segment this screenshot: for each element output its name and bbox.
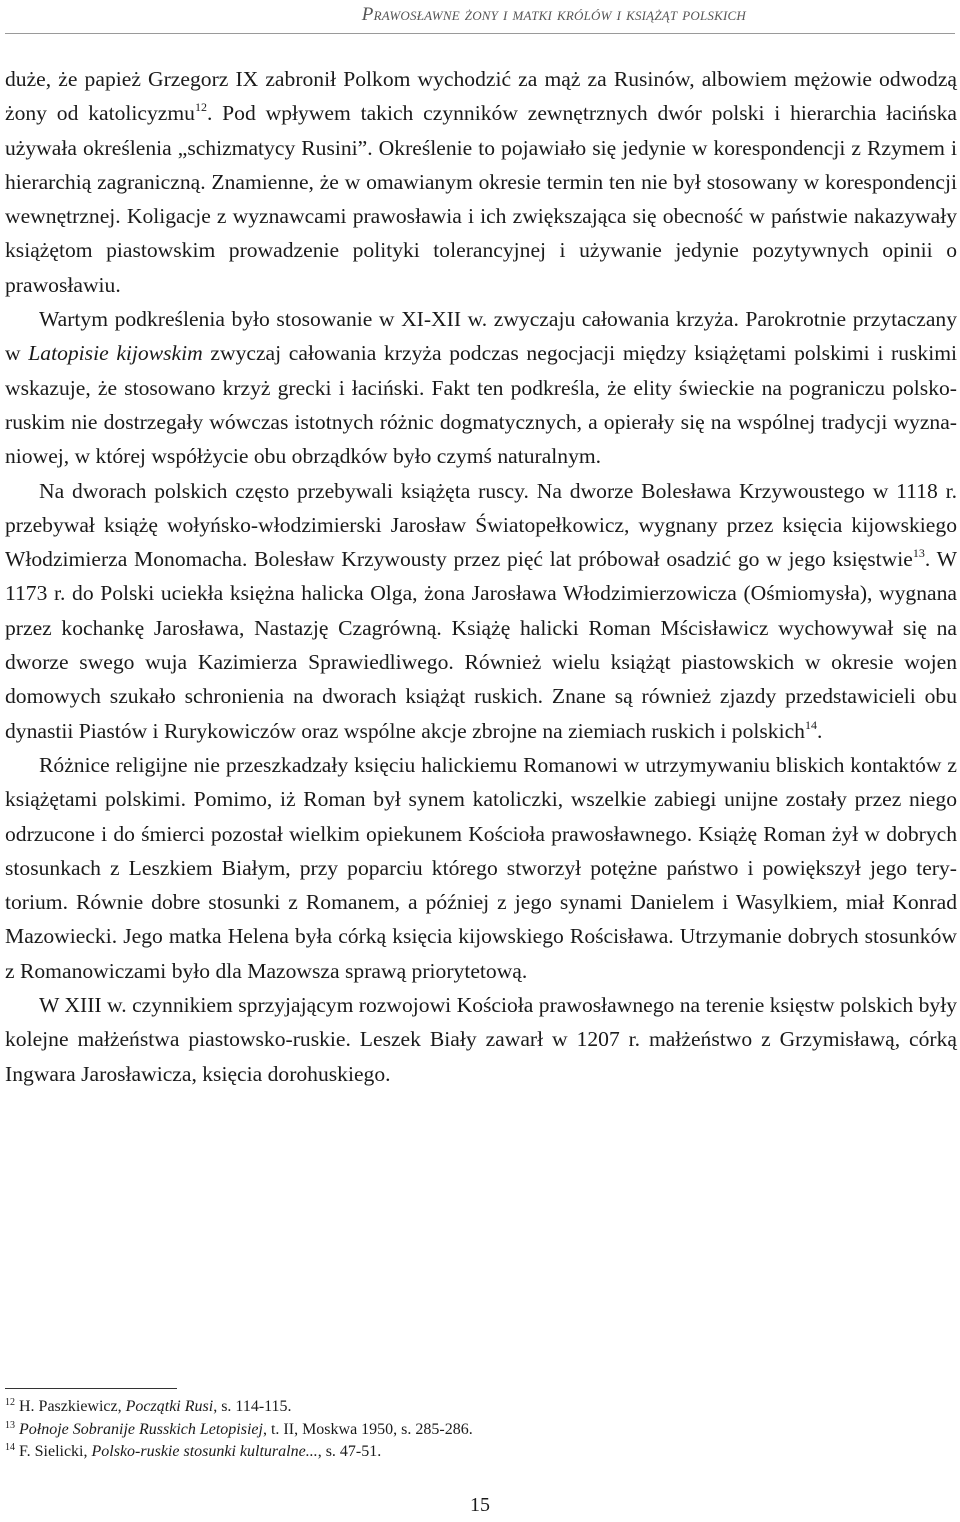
paragraph-p1	[5, 62, 957, 302]
text-run: , s. 114-115.	[213, 1398, 292, 1415]
text-run: Wartym podkreślenia było stosowanie w XI-XII w. zwyczaju całowania krzyża. Parokrotnie przytaczany w	[5, 307, 957, 366]
text-run: .	[816, 718, 823, 743]
text-run: H. Paszkiewicz,	[19, 1398, 126, 1415]
footnote-14	[5, 1441, 945, 1464]
footnote-ref: 13	[912, 546, 925, 561]
italic-title: Początki Rusi	[125, 1398, 214, 1415]
paragraph-p2	[5, 302, 957, 473]
footnote-number: 14	[5, 1442, 15, 1453]
running-header: Prawosławne żony i matki królów i książąt polskich	[361, 4, 746, 25]
text-run: Różnice religijne nie przeszkadzały księciu halickiemu Romanowi w utrzymywaniu bliskich kontaktów z książętami polskimi. Pomimo, iż Roman był synem katoliczki, wszelkie zabiegi unijne zostały przez niego odrzucone i do śmierci pozostał wielkim opiekunem Kościoła prawosławnego. Książę Roman żył w dobrych stosunkach z Leszkiem Białym, przy poparciu którego stworzył potężne państwo i powiększył jego terytorium. Równie dobre stosunki z Romanem, a później z jego synami Danielem i Wasylkiem, miał Konrad Mazowiecki. Jego matka Helena była córką księcia kijowskiego Rościsława. Utrzymanie dobrych stosunków z Romanowiczami było dla Mazowsza sprawą priorytetową.	[5, 752, 957, 983]
paragraph-p5	[5, 988, 957, 1091]
paragraph-p4	[5, 748, 957, 988]
text-run: , s. 47-51.	[317, 1443, 382, 1460]
italic-title: Połnoje Sobranije Russkich Letopisiej	[19, 1420, 263, 1438]
italic-title: Latopisie kijowskim	[28, 341, 203, 366]
footnote-rule	[5, 1388, 177, 1389]
paragraph-p3	[5, 474, 957, 748]
italic-title: Polsko-ruskie stosunki kulturalne...	[91, 1443, 318, 1460]
header-rule	[5, 33, 955, 34]
text-run: . W 1173 r. do Polski uciekła księżna halicka Olga, żona Jarosława Włodzimierzowicza (Ośmiomysła), wygnana przez kochankę Jarosława, Nastazję Czagrówną. Książę halicki Roman Mścisławicz wychowywał się na dworze swego wuja Kazimierza Sprawiedliwego. Również wielu książąt piastowskich w okresie wojen domowych szukało schronienia na dworach książąt ruskich. Znane są również zjazdy przedstawicieli obu dynastii Piastów i Rurykowiczów oraz wspólne akcje zbrojne na ziemiach ruskich i polskich	[5, 547, 957, 743]
footnote-13	[5, 1419, 945, 1442]
page-number: 15	[470, 1494, 490, 1516]
text-run: F. Sielicki,	[19, 1443, 92, 1460]
footnote-number: 12	[5, 1397, 15, 1408]
text-run: Na dworach polskich często przebywali książęta ruscy. Na dworze Bolesława Krzywoustego w 1118 r. przebywał książę wołyńsko-włodzimierski Jarosław Światopełkowicz, wygnany przez księcia kijowskiego Włodzimierza Monomacha. Bolesław Krzywousty przez pięć lat próbował osadzić go w jego księstwie	[5, 478, 957, 572]
footnote-ref: 14	[804, 717, 817, 732]
footnote-number: 13	[5, 1419, 15, 1431]
text-run: . Pod wpływem takich czynników zewnętrznych dwór polski i hierarchia łacińska używała określenia „schizmatycy Rusini”. Określenie to pojawiało się jedynie w korespondencji z Rzymem i hierarchią zagraniczną. Znamienne, że w omawianym okresie termin ten nie był stosowany w korespondencji wewnętrznej. Koligacje z wyznawcami prawosławia i ich zwiększająca się obecność w państwie nakazywały książętom piastowskim prowadzenie polityki tolerancyjnej i używanie jedynie pozytywnych opinii o prawosławiu.	[5, 101, 957, 297]
footnotes	[5, 1396, 945, 1464]
footnote-ref: 12	[194, 100, 207, 115]
text-run: duże, że papież Grzegorz IX zabronił Polkom wychodzić za mąż za Rusinów, albowiem mężowie odwodzą żony od katolicyzmu	[5, 67, 957, 126]
text-run: W XIII w. czynnikiem sprzyjającym rozwojowi Kościoła prawosławnego na terenie księstw polskich były kolejne małżeństwa piastowsko-ruskie. Leszek Biały zawarł w 1207 r. małżeństwo z Grzymisławą, córką Ingwara Jarosławicza, księcia dorohuskiego.	[5, 993, 957, 1086]
text-run: zwyczaj całowania krzyża podczas negocjacji między książętami polskimi i ruskimi wskazuje, że stosowano krzyż grecki i łaciński. Fakt ten podkreśla, że elity świeckie na pograniczu polsko-ruskim nie dostrzegały wówczas istotnych różnic dogmatycznych, a opierały się na wspólnej tradycji wyznaniowej, w której współżycie obu obrządków było czymś naturalnym.	[5, 341, 958, 469]
text-run: , t. II, Moskwa 1950, s. 285-286.	[262, 1420, 473, 1438]
body-text	[5, 62, 957, 1091]
footnote-12	[5, 1396, 945, 1419]
